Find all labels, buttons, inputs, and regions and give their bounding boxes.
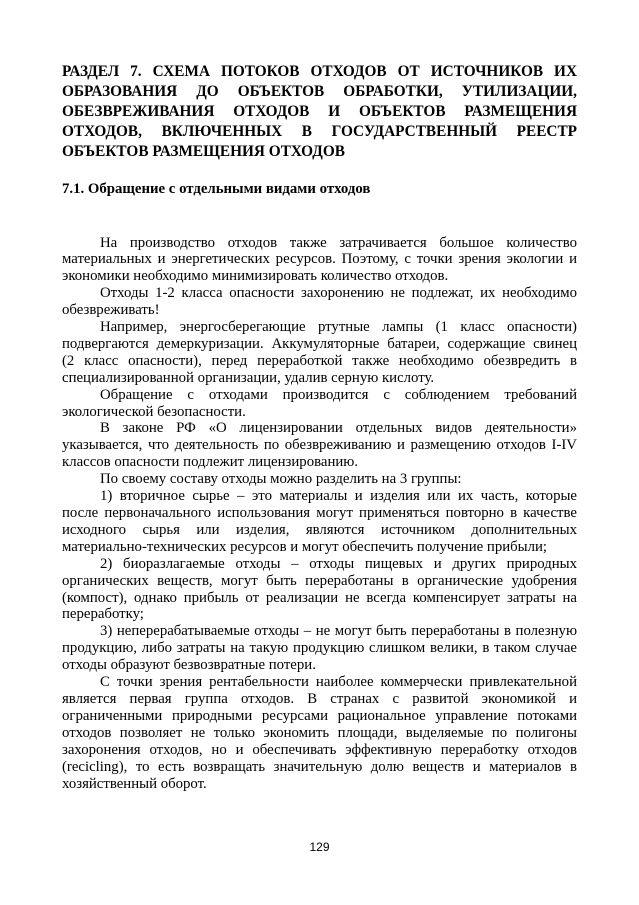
list-item — [62, 556, 577, 624]
section-title-line: ОБРАЗОВАНИЯ ДО ОБЪЕКТОВ ОБРАБОТКИ, УТИЛИЗАЦИИ, — [62, 83, 577, 100]
paragraph-line: продукцию, либо затраты на такую продукцию слишком велики, в таком случае — [62, 640, 577, 657]
paragraph-line: органических веществ, могут быть переработаны в органические удобрения — [62, 572, 577, 589]
paragraph-line: материальных и энергетических ресурсов. Поэтому, с точки зрения экологии и — [62, 251, 577, 268]
body-paragraph — [62, 471, 577, 488]
paragraph-line: после первоначального использования могут применяться повторно в качестве — [62, 505, 577, 521]
paragraph-line: Отходы 1-2 класса опасности захоронению не подлежат, их необходимо — [100, 285, 577, 302]
paragraph-line: обезвреживать! — [62, 302, 160, 319]
paragraph-line: В законе РФ «О лицензировании отдельных видов деятельности» — [100, 420, 577, 437]
section-title-line: ОТХОДОВ, ВКЛЮЧЕННЫХ В ГОСУДАРСТВЕННЫЙ РЕЕСТР — [62, 123, 577, 140]
section-title — [62, 62, 577, 162]
paragraph-line: 3) неперерабатываемые отходы – не могут быть переработаны в полезную — [100, 623, 577, 640]
paragraph-line: исходного сырья или изделия, являются источником дополнительных — [62, 521, 577, 538]
section-title-line: ОБЕЗВРЕЖИВАНИЯ ОТХОДОВ И ОБЪЕКТОВ РАЗМЕЩЕНИЯ — [62, 103, 577, 120]
subsection-heading: 7.1. Обращение с отдельными видами отходов — [62, 181, 371, 197]
section-title-line: ОБЪЕКТОВ РАЗМЕЩЕНИЯ ОТХОДОВ — [62, 143, 345, 160]
body-paragraph — [62, 319, 577, 387]
body-paragraph — [62, 387, 577, 421]
paragraph-line: По своему составу отходы можно разделить на 3 группы: — [100, 471, 462, 488]
paragraph-line: является первая группа отходов. В странах с развитой экономикой и — [62, 690, 577, 707]
body-paragraph — [62, 420, 577, 471]
page-number: 129 — [309, 840, 330, 854]
paragraph-line: подвергаются демеркуризации. Аккумуляторные батареи, содержащие свинец — [62, 335, 577, 352]
paragraph-line: С точки зрения рентабельности наиболее коммерчески привлекательной — [100, 674, 577, 691]
paragraph-line: классов опасности подлежит лицензированию. — [62, 454, 359, 471]
paragraph-line: захоронения отходов, но и обеспечивать эффективную переработку отходов — [62, 741, 577, 758]
body-text — [62, 235, 577, 793]
paragraph-line: (recicling), то есть возвращать значительную долю веществ и материалов в — [62, 758, 577, 775]
paragraph-line: отходов позволяет не только экономить площади, выделяемые по полигоны — [62, 724, 577, 741]
body-paragraph — [62, 285, 577, 319]
paragraph-line: материально-технических ресурсов и могут обеспечить получение прибыли; — [62, 538, 548, 555]
paragraph-line: указывается, что деятельность по обезвреживанию и размещению отходов I-IV — [62, 437, 577, 454]
body-paragraph — [62, 674, 577, 792]
section-title-line: РАЗДЕЛ 7. СХЕМА ПОТОКОВ ОТХОДОВ ОТ ИСТОЧНИКОВ ИХ — [62, 63, 577, 80]
paragraph-line: отходы образуют безвозвратные потери. — [62, 657, 316, 674]
paragraph-line: переработку; — [62, 606, 144, 623]
paragraph-line: (2 класс опасности), перед переработкой также необходимо обезвредить в — [62, 352, 577, 369]
paragraph-line: (компост), однако прибыль от реализации не всегда компенсирует затраты на — [62, 589, 577, 606]
paragraph-line: 2) биоразлагаемые отходы – отходы пищевых и других природных — [100, 555, 577, 572]
paragraph-line: экологической безопасности. — [62, 403, 246, 420]
list-item — [62, 623, 577, 674]
body-paragraph — [62, 235, 577, 286]
paragraph-line: хозяйственный оборот. — [62, 775, 207, 792]
paragraph-line: экономики необходимо минимизировать количество отходов. — [62, 268, 449, 285]
paragraph-line: На производство отходов также затрачивается большое количество — [100, 234, 577, 251]
list-item — [62, 488, 577, 556]
paragraph-line: Например, энергосберегающие ртутные лампы (1 класс опасности) — [100, 319, 577, 336]
paragraph-line: 1) вторичное сырье – это материалы и изделия или их часть, которые — [100, 488, 577, 505]
paragraph-line: Обращение с отходами производится с соблюдением требований — [100, 386, 577, 403]
paragraph-line: специализированной организации, удалив серную кислоту. — [62, 369, 435, 386]
paragraph-line: ограниченными природными ресурсами рациональное управление потоками — [62, 707, 577, 724]
